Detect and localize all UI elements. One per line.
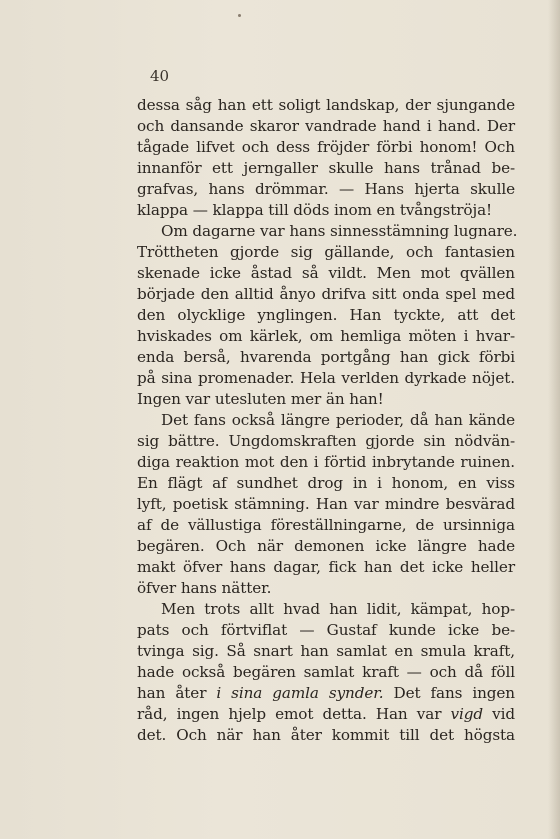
text-line: pats och förtviflat — Gustaf kunde icke be- (137, 621, 515, 639)
text-line (137, 683, 515, 704)
paper-speck (238, 14, 241, 17)
text-line: makt öfver hans dagar, fick han det icke heller (137, 558, 515, 576)
text-line: skenade icke åstad så vildt. Men mot qvällen (137, 264, 515, 282)
text-line: det. Och när han åter kommit till det högsta (137, 726, 515, 744)
text-line: lyft, poetisk stämning. Han var mindre besvärad (137, 495, 515, 513)
italic-segment: i sina gamla synder. (216, 684, 384, 702)
text-line: dessa såg han ett soligt landskap, der sjungande (137, 96, 515, 114)
text-line: på sina promenader. Hela verlden dyrkade nöjet. (137, 369, 515, 387)
text-line: diga reaktion mot den i förtid inbrytande ruinen. (137, 453, 515, 471)
text-line: tvinga sig. Så snart han samlat en smula kraft, (137, 642, 515, 660)
text-line: sig bättre. Ungdomskraften gjorde sin nödvän- (137, 432, 515, 450)
text-line: innanför ett jerngaller skulle hans trånad be- (137, 159, 515, 177)
text-line: Ingen var utesluten mer än han! (137, 390, 384, 408)
body-text (137, 95, 518, 746)
text-line: hade också begären samlat kraft — och då föll (137, 663, 515, 681)
text-segment: han åter (137, 684, 217, 702)
text-line: tågade lifvet och dess fröjder förbi honom! Och (137, 138, 515, 156)
text-line: hviskades om kärlek, om hemliga möten i hvar- (137, 327, 515, 345)
page-edge-shadow (548, 0, 560, 839)
text-line: En flägt af sundhet drog in i honom, en viss (137, 474, 515, 492)
text-line: Om dagarne var hans sinnesstämning lugnare. (161, 222, 518, 240)
text-line: grafvas, hans drömmar. — Hans hjerta skulle (137, 180, 515, 198)
text-line (137, 704, 515, 725)
text-line: började den alltid ånyo drifva sitt onda spel med (137, 285, 515, 303)
text-line: och dansande skaror vandrade hand i hand. Der (137, 117, 515, 135)
text-segment: Det fans ingen (383, 684, 515, 702)
text-segment: vid (482, 705, 515, 723)
text-line: öfver hans nätter. (137, 579, 272, 597)
text-line: begären. Och när demonen icke längre hade (137, 537, 515, 555)
text-line: Men trots allt hvad han lidit, kämpat, hop- (161, 600, 515, 618)
text-line: Det fans också längre perioder, då han kände (161, 411, 515, 429)
text-line: af de vällustiga föreställningarne, de ursinniga (137, 516, 515, 534)
text-segment: råd, ingen hjelp emot detta. Han var (137, 705, 451, 723)
page-number: 40 (150, 67, 170, 85)
text-line: enda berså, hvarenda portgång han gick förbi (137, 348, 515, 366)
italic-segment: vigd (450, 705, 483, 723)
text-line: Tröttheten gjorde sig gällande, och fantasien (137, 243, 515, 261)
text-line: klappa — klappa till döds inom en tvångströja! (137, 201, 493, 219)
text-line: den olycklige ynglingen. Han tyckte, att det (137, 306, 515, 324)
